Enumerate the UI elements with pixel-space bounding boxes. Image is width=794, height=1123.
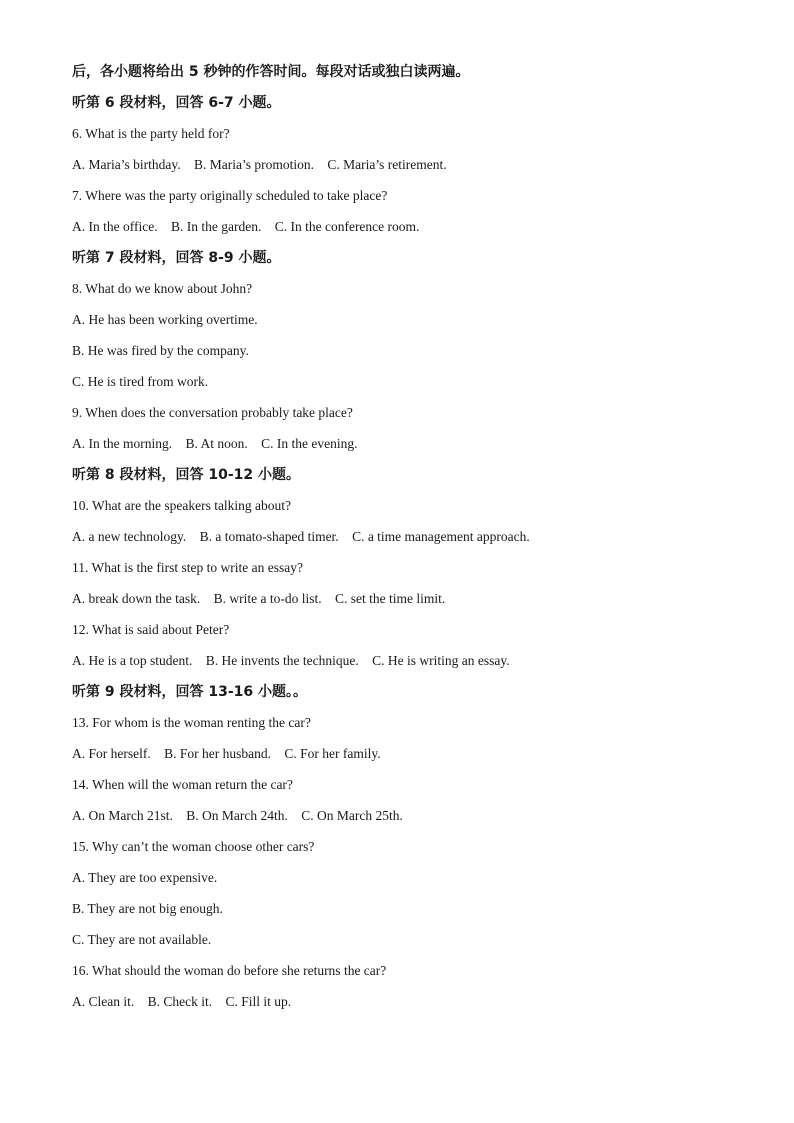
- option-6c: C. Maria’s retirement.: [327, 157, 447, 172]
- option-7a: A. In the office.: [72, 219, 158, 234]
- question-7: 7. Where was the party originally scheduled to take place?: [72, 188, 388, 203]
- option-10a: A. a new technology.: [72, 529, 187, 544]
- option-12a: A. He is a top student.: [72, 653, 193, 668]
- question-6: 6. What is the party held for?: [72, 126, 230, 141]
- option-14b: B. On March 24th.: [186, 808, 288, 823]
- question-15: 15. Why can’t the woman choose other cars?: [72, 839, 315, 854]
- option-16c: C. Fill it up.: [225, 994, 292, 1009]
- option-14c: C. On March 25th.: [301, 808, 403, 823]
- option-12c: C. He is writing an essay.: [372, 653, 510, 668]
- option-8b: B. He was fired by the company.: [72, 343, 249, 358]
- option-7c: C. In the conference room.: [274, 219, 420, 234]
- option-15c: C. They are not available.: [72, 932, 212, 947]
- option-9a: A. In the morning.: [72, 436, 173, 451]
- option-13a: A. For herself.: [72, 746, 151, 761]
- exam-page: [72, 62, 732, 1023]
- options-9: [72, 434, 732, 454]
- section-heading-7: 听第 7 段材料，回答 8-9 小题。: [72, 250, 281, 266]
- options-7: [72, 217, 732, 237]
- options-11: [72, 589, 732, 609]
- question-9: 9. When does the conversation probably take place?: [72, 405, 353, 420]
- section-heading-6: 听第 6 段材料，回答 6-7 小题。: [72, 95, 281, 111]
- intro-instruction: 后，各小题将给出 5 秒钟的作答时间。每段对话或独白读两遍。: [72, 64, 470, 80]
- question-10: 10. What are the speakers talking about?: [72, 498, 292, 513]
- option-8a: A. He has been working overtime.: [72, 312, 258, 327]
- option-11c: C. set the time limit.: [334, 591, 446, 606]
- section-heading-8: 听第 8 段材料，回答 10-12 小题。: [72, 467, 301, 483]
- options-10: [72, 527, 732, 547]
- option-7b: B. In the garden.: [170, 219, 262, 234]
- options-16: [72, 992, 732, 1012]
- option-10b: B. a tomato-shaped timer.: [199, 529, 339, 544]
- option-11b: B. write a to-do list.: [213, 591, 322, 606]
- option-6a: A. Maria’s birthday.: [72, 157, 181, 172]
- question-16: 16. What should the woman do before she returns the car?: [72, 963, 387, 978]
- option-12b: B. He invents the technique.: [205, 653, 359, 668]
- option-11a: A. break down the task.: [72, 591, 201, 606]
- option-9c: C. In the evening.: [261, 436, 358, 451]
- option-15a: A. They are too expensive.: [72, 870, 218, 885]
- question-8: 8. What do we know about John?: [72, 281, 253, 296]
- options-6: [72, 155, 732, 175]
- option-16a: A. Clean it.: [72, 994, 135, 1009]
- question-13: 13. For whom is the woman renting the car?: [72, 715, 311, 730]
- option-14a: A. On March 21st.: [72, 808, 173, 823]
- question-11: 11. What is the first step to write an essay?: [72, 560, 303, 575]
- option-15b: B. They are not big enough.: [72, 901, 223, 916]
- option-9b: B. At noon.: [185, 436, 248, 451]
- options-12: [72, 651, 732, 671]
- option-13b: B. For her husband.: [164, 746, 271, 761]
- option-16b: B. Check it.: [147, 994, 213, 1009]
- question-12: 12. What is said about Peter?: [72, 622, 230, 637]
- question-14: 14. When will the woman return the car?: [72, 777, 293, 792]
- option-8c: C. He is tired from work.: [72, 374, 209, 389]
- option-10c: C. a time management approach.: [352, 529, 530, 544]
- option-6b: B. Maria’s promotion.: [193, 157, 314, 172]
- options-14: [72, 806, 732, 826]
- option-13c: C. For her family.: [284, 746, 381, 761]
- options-13: [72, 744, 732, 764]
- section-heading-9: 听第 9 段材料，回答 13-16 小题。。: [72, 684, 308, 700]
